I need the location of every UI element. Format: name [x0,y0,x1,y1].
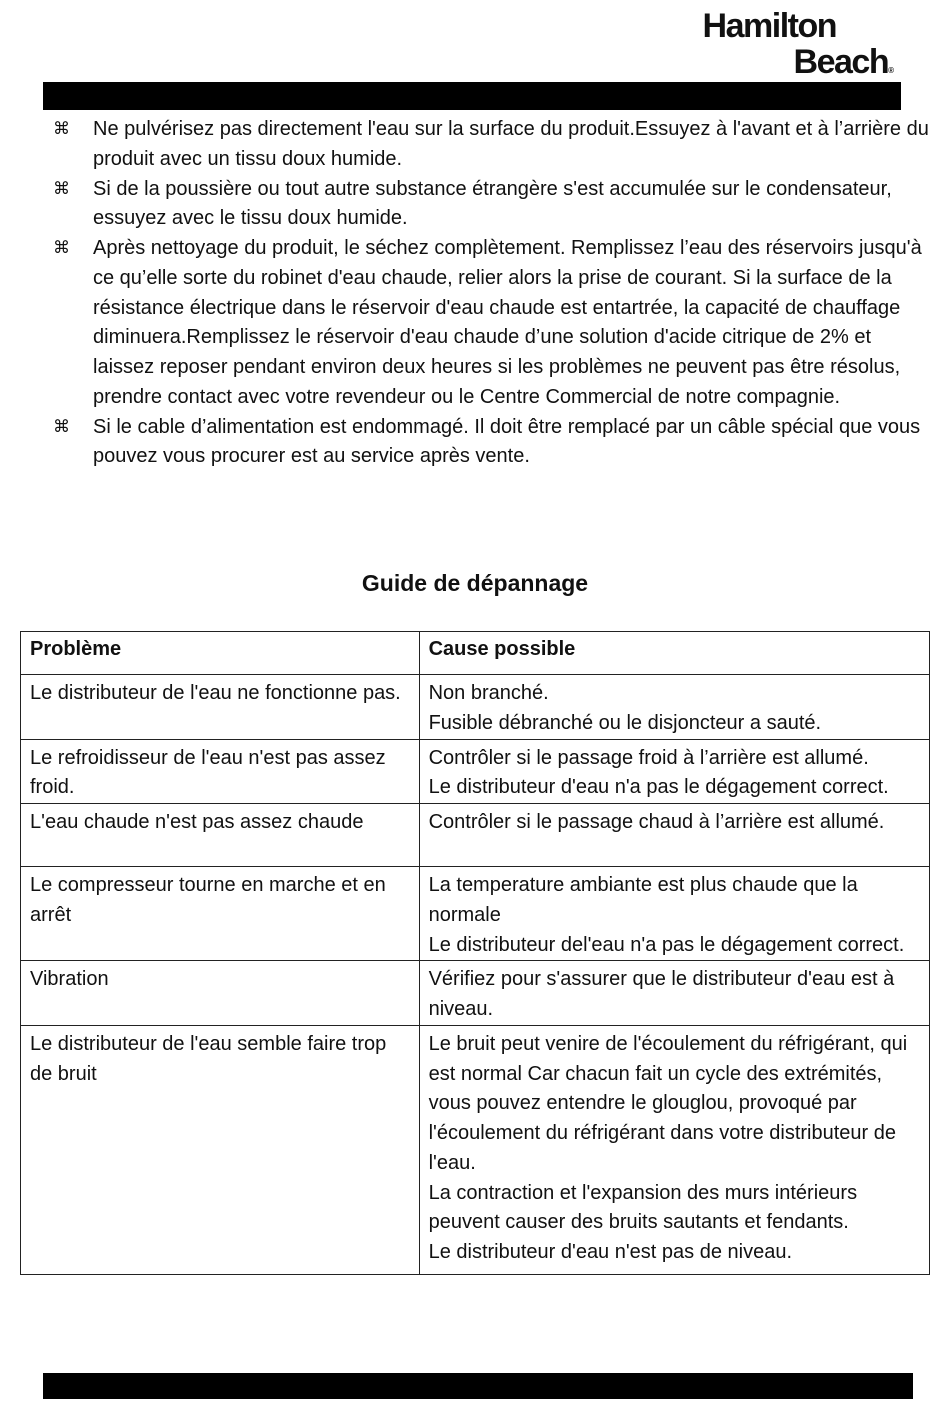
brand-logo-line2-text: Beach [793,43,889,81]
footer-bar [43,1373,913,1399]
command-icon: ⌘ [53,238,70,258]
list-item-text: Si de la poussière ou tout autre substance étrangère s'est accumulée sur le condensateur, essuyez avec le tissu doux humide. [93,177,892,230]
cause-line: Le distributeur d'eau n'a pas le dégagement correct. [428,776,889,799]
table-row [21,675,930,740]
table-row [21,739,930,804]
problem-cell: Le distributeur de l'eau ne fonctionne pas. [21,675,420,740]
table-row [21,1025,930,1274]
cause-line: Vérifiez pour s'assurer que le distributeur d'eau est à niveau. [428,968,895,1020]
cause-cell [419,804,929,867]
brand-logo [634,8,894,89]
cause-cell [419,739,929,804]
list-item-text: Si le cable d’alimentation est endommagé. Il doit être remplacé par un câble spécial que vous pouvez vous procurer est au service après vente. [93,415,921,468]
problem-cell: Le distributeur de l'eau semble faire trop de bruit [21,1025,420,1274]
list-item [50,115,930,175]
problem-cell: Le compresseur tourne en marche et en arrêt [21,867,420,961]
cause-line: Contrôler si le passage chaud à l’arrière est allumé. [428,811,885,833]
column-header-cause: Cause possible [419,632,929,675]
table-row [21,867,930,961]
table-row [21,804,930,867]
column-header-problem: Problème [21,632,420,675]
command-icon: ⌘ [53,178,70,199]
section-title: Guide de dépannage [361,570,589,596]
list-item [50,234,930,413]
problem-cell: Le refroidisseur de l'eau n'est pas assez froid. [21,739,420,804]
cause-cell [419,1025,929,1274]
list-item [50,413,930,473]
table-header-row [21,632,930,675]
troubleshooting-table [20,631,930,1275]
cause-line: Le distributeur d'eau n'est pas de niveau. [428,1241,793,1263]
registered-mark: ® [888,66,894,75]
list-item [50,175,930,235]
cause-line: La temperature ambiante est plus chaude que la normale [428,874,858,926]
brand-logo-line1: Hamilton [702,7,836,45]
cause-line: Fusible débranché ou le disjoncteur a sauté. [428,711,822,734]
command-icon: ⌘ [53,119,70,139]
table-row [21,961,930,1026]
cause-line: Contrôler si le passage froid à l’arrière est allumé. [428,746,869,769]
list-item-text: Ne pulvérisez pas directement l'eau sur la surface du produit.Essuyez à l'avant et à l’arrière du produit avec un tissu doux humide. [93,118,929,170]
header-bar [43,82,901,110]
care-instructions-list [50,115,930,472]
cause-cell [419,675,929,740]
cause-line: Le bruit peut venire de l'écoulement du réfrigérant, qui est normal Car chacun fait un cycle des extrémités, vous pouvez entendre le glouglou, provoqué par l'écoulement du réfrigérant dans votre distributeur de l'eau. [428,1032,908,1174]
cause-line: Non branché. [428,682,549,704]
cause-line: Le distributeur del'eau n'a pas le dégagement correct. [428,933,905,956]
problem-cell: Vibration [21,961,420,1026]
problem-cell: L'eau chaude n'est pas assez chaude [21,804,420,867]
command-icon: ⌘ [53,416,70,437]
list-item-text: Après nettoyage du produit, le séchez complètement. Remplissez l’eau des réservoirs jusqu'à ce qu’elle sorte du robinet d'eau chaude, relier alors la prise de courant. Si la surface de la résistance électrique dans le réservoir d'eau chaude est entartrée, la capacité de chauffage diminuera.Remplissez le réservoir d'eau chaude d’une solution d'acide citrique de 2% et laissez reposer pendant environ deux heures si les problèmes ne peuvent pas être résolus, prendre contact avec votre revendeur ou le Centre Commercial de notre compagnie. [93,237,922,408]
cause-cell [419,867,929,961]
cause-line: La contraction et l'expansion des murs intérieurs peuvent causer des bruits sautants et fendants. [428,1181,858,1234]
cause-cell [419,961,929,1026]
